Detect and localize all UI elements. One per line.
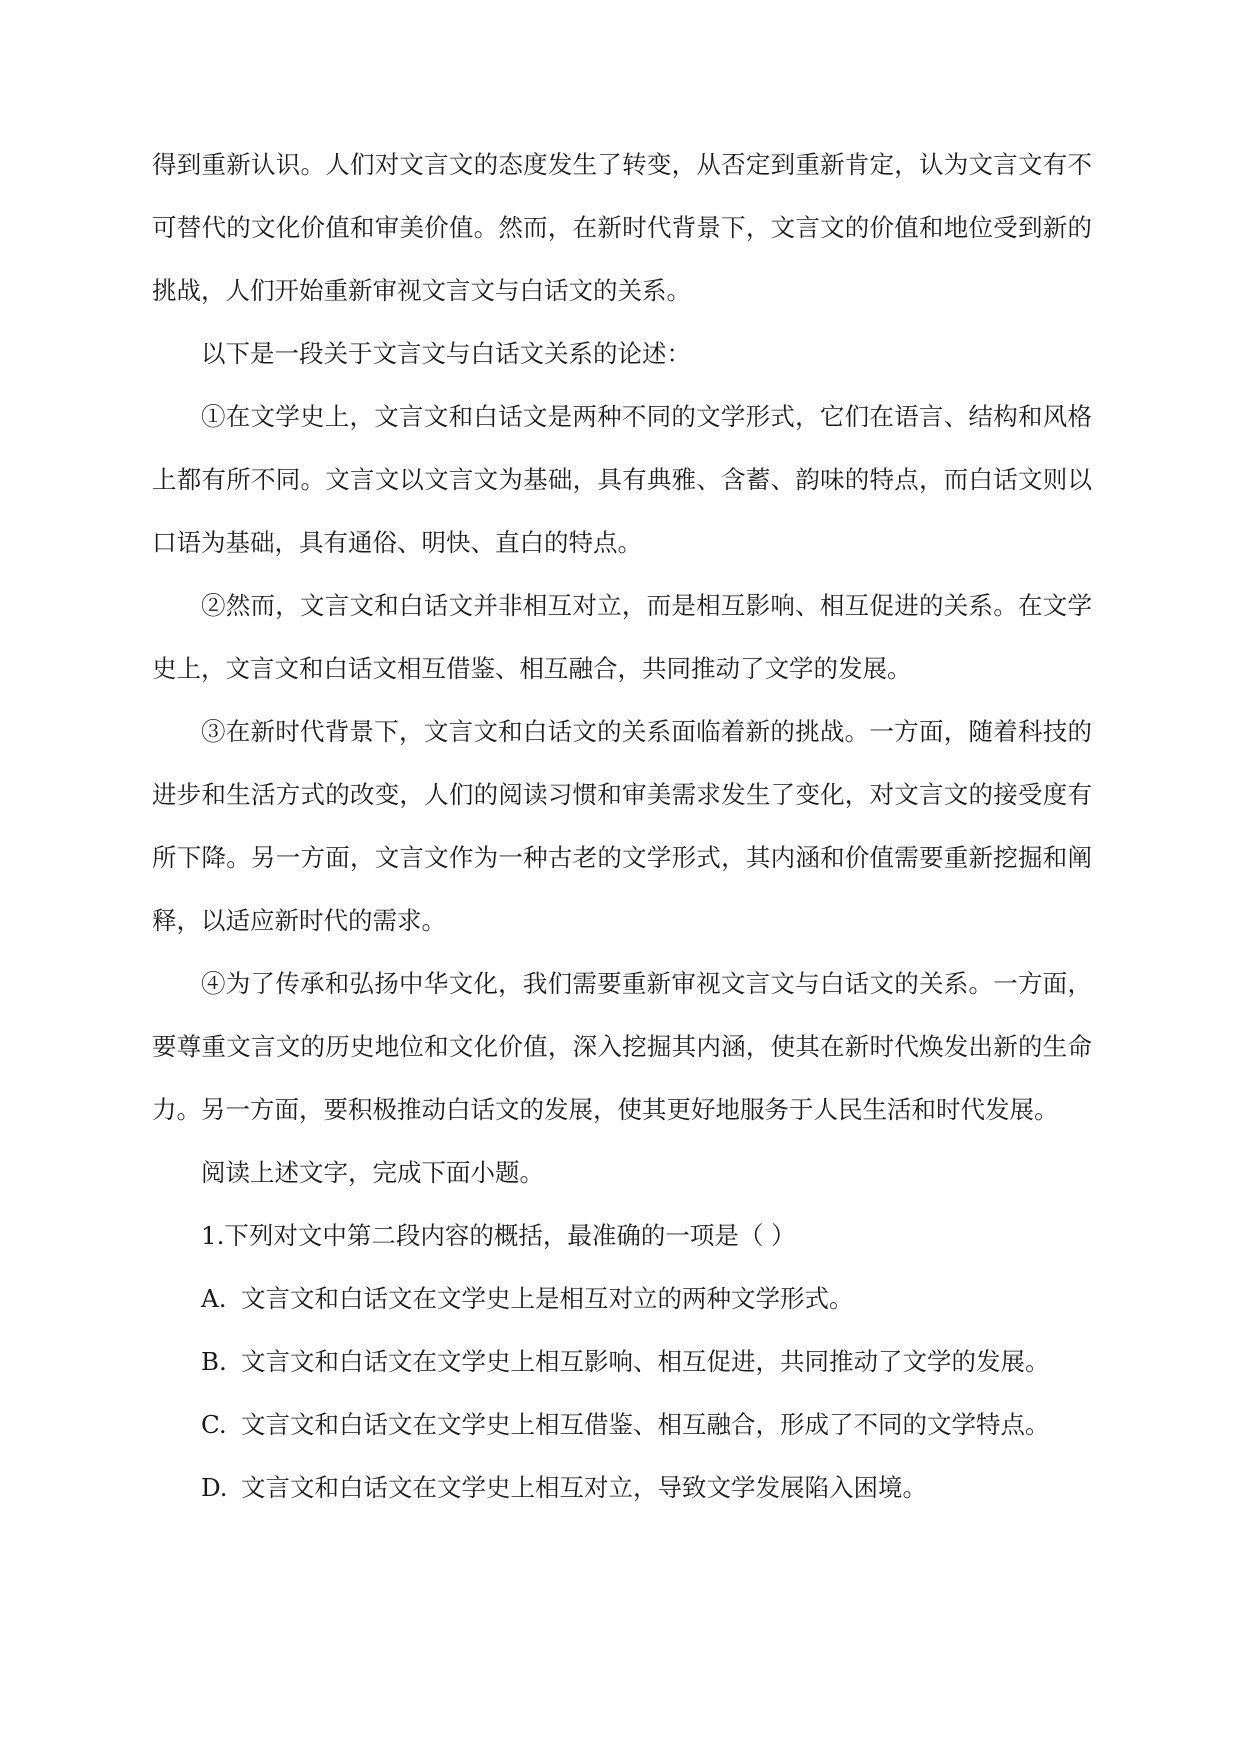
option-letter: B. [201, 1347, 227, 1376]
option-text: 文言文和白话文在文学史上是相互对立的两种文学形式。 [241, 1284, 854, 1313]
paragraph-intro: 以下是一段关于文言文与白话文关系的论述： [201, 339, 691, 368]
option-letter: A. [201, 1284, 227, 1313]
option-text: 文言文和白话文在文学史上相互影响、相互促进，共同推动了文学的发展。 [241, 1347, 1050, 1376]
option-letter: D. [201, 1473, 228, 1502]
paragraph-point-1: ①在文学史上，文言文和白话文是两种不同的文学形式，它们在语言、结构和风格上都有所不同。文言文以文言文为基础，具有典雅、含蓄、韵味的特点，而白话文则以口语为基础，具有通俗、明快、直白的特点。 [152, 402, 1092, 557]
option-b [201, 1330, 1092, 1393]
option-text: 文言文和白话文在文学史上相互借鉴、相互融合，形成了不同的文学特点。 [241, 1410, 1050, 1439]
option-letter: C. [201, 1410, 227, 1439]
option-a [201, 1267, 1092, 1330]
paragraph-point-4: ④为了传承和弘扬中华文化，我们需要重新审视文言文与白话文的关系。一方面，要尊重文言文的历史地位和文化价值，深入挖掘其内涵，使其在新时代焕发出新的生命力。另一方面，要积极推动白话文的发展，使其更好地服务于人民生活和时代发展。 [152, 969, 1092, 1124]
option-c [201, 1393, 1092, 1456]
paragraph-instruction: 阅读上述文字，完成下面小题。 [201, 1158, 544, 1187]
document-page [152, 0, 1092, 1754]
paragraph-continuation: 得到重新认识。人们对文言文的态度发生了转变，从否定到重新肯定，认为文言文有不可替代的文化价值和审美价值。然而，在新时代背景下，文言文的价值和地位受到新的挑战，人们开始重新审视文言文与白话文的关系。 [152, 150, 1092, 305]
question-stem: 1.下列对文中第二段内容的概括，最准确的一项是（ ） [201, 1221, 796, 1250]
paragraph-point-3: ③在新时代背景下，文言文和白话文的关系面临着新的挑战。一方面，随着科技的进步和生活方式的改变，人们的阅读习惯和审美需求发生了变化，对文言文的接受度有所下降。另一方面，文言文作为一种古老的文学形式，其内涵和价值需要重新挖掘和阐释，以适应新时代的需求。 [152, 717, 1092, 935]
option-text: 文言文和白话文在文学史上相互对立，导致文学发展陷入困境。 [241, 1473, 927, 1502]
paragraph-point-2: ②然而，文言文和白话文并非相互对立，而是相互影响、相互促进的关系。在文学史上，文言文和白话文相互借鉴、相互融合，共同推动了文学的发展。 [152, 591, 1092, 683]
option-d [201, 1456, 1092, 1519]
